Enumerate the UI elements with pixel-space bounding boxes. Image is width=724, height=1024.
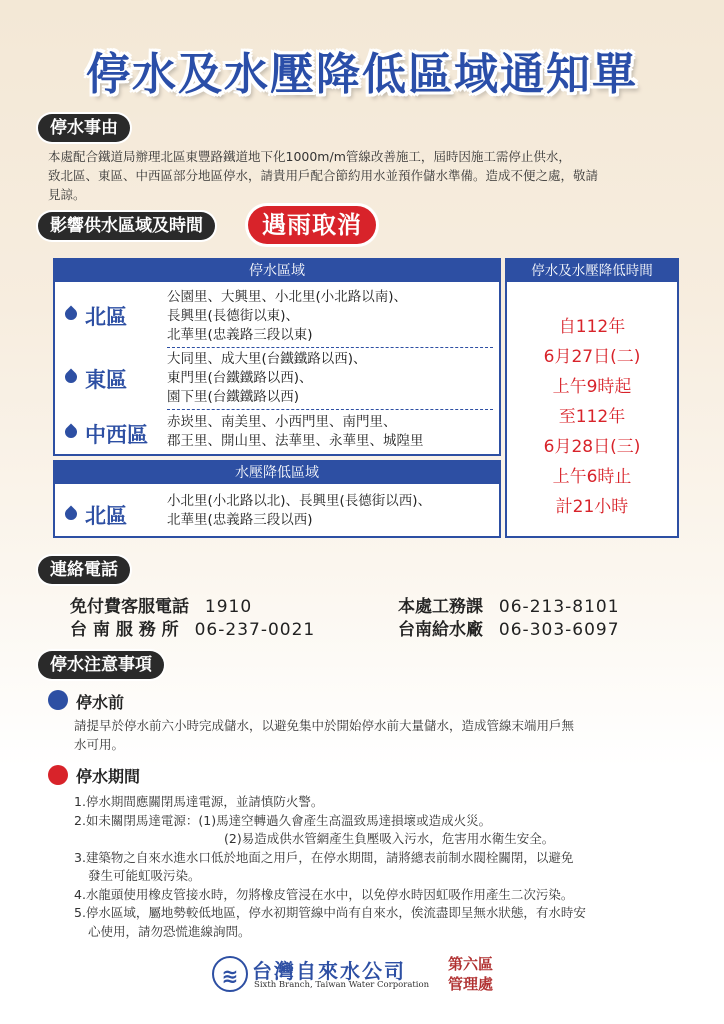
list-item: 發生可能虹吸污染。 [88, 868, 201, 883]
time-line: 6月27日(二) [543, 347, 641, 367]
street-line: 東門里(台鐵鐵路以西)、 [167, 370, 313, 386]
area-name: 北區 [85, 504, 127, 528]
pressure-area-header: 水壓降低區域 [55, 462, 499, 484]
outage-area-box [53, 258, 501, 456]
time-box [505, 258, 679, 538]
divider [167, 347, 493, 348]
page-title: 停水及水壓降低區域通知單 [86, 49, 638, 100]
time-line: 自112年 [558, 317, 626, 337]
contact-number[interactable]: 06-213-8101 [498, 597, 620, 617]
section-heading-notes: 停水注意事項 [38, 651, 164, 679]
contact-label: 免付費客服電話 [70, 597, 189, 617]
time-line: 上午6時止 [552, 467, 632, 487]
reason-line: 見諒。 [48, 187, 86, 202]
area-row-central-west [55, 411, 499, 453]
contact-number[interactable]: 1910 [204, 597, 253, 617]
time-header: 停水及水壓降低時間 [507, 260, 677, 282]
during-icon [48, 765, 68, 785]
list-item: 1.停水期間應關閉馬達電源，並請慎防火警。 [74, 794, 324, 809]
street-line: 公園里、大興里、小北里(小北路以南)、 [167, 289, 408, 305]
water-drop-icon [63, 306, 80, 323]
street-line: 園下里(台鐵鐵路以西) [167, 389, 300, 405]
street-line: 小北里(小北路以北)、長興里(長德街以西)、 [167, 493, 432, 509]
outage-area-header: 停水區域 [55, 260, 499, 282]
area-name: 中西區 [85, 423, 148, 447]
area-row-east [55, 349, 499, 409]
area-streets [167, 413, 424, 451]
before-title: 停水前 [76, 693, 125, 712]
contact-number[interactable]: 06-237-0021 [194, 620, 316, 640]
company-name: 台灣自來水公司 [252, 959, 406, 983]
area-streets [167, 492, 431, 530]
area-streets [167, 350, 367, 407]
area-row-north [55, 286, 499, 346]
time-line: 至112年 [558, 407, 626, 427]
during-list [74, 793, 699, 941]
water-drop-icon [63, 424, 80, 441]
area-name: 東區 [85, 368, 127, 392]
list-item: 4.水龍頭使用橡皮管接水時，勿將橡皮管浸在水中，以免停水時因虹吸作用產生二次污染。 [74, 886, 574, 902]
branch-name [448, 954, 493, 994]
list-item: 2.如未關閉馬達電源：(1)馬達空轉過久會產生高溫致馬達損壞或造成火災。 [74, 812, 492, 828]
contact-label: 台 南 服 務 所 [70, 620, 179, 640]
street-line: 北華里(忠義路三段以東) [167, 327, 313, 343]
street-line: 大同里、成大里(台鐵鐵路以西)、 [167, 351, 367, 367]
rain-cancel-badge: 遇雨取消 [248, 206, 376, 244]
divider [167, 409, 493, 410]
street-line: 長興里(長德街以東)、 [167, 308, 300, 324]
company-logo-icon: ≋ [212, 956, 248, 992]
text-line: 請提早於停水前六小時完成儲水，以避免集中於開始停水前大量儲水，造成管線末端用戶無 [74, 718, 575, 733]
street-line: 郡王里、開山里、法華里、永華里、城隍里 [167, 433, 424, 449]
water-drop-icon [63, 369, 80, 386]
during-title: 停水期間 [76, 767, 141, 786]
list-item: 3.建築物之自來水進水口低於地面之用戶，在停水期間，請將總表前制水閥栓關閉，以避免 [74, 849, 574, 865]
contact-entry [70, 615, 315, 640]
area-streets [167, 288, 407, 345]
company-name-en: Sixth Branch, Taiwan Water Corporation [254, 980, 430, 990]
water-drop-icon [63, 506, 80, 523]
section-heading-contact: 連絡電話 [38, 556, 130, 584]
branch-line: 管理處 [448, 975, 494, 993]
time-line: 計21小時 [555, 497, 629, 517]
contact-number[interactable]: 06-303-6097 [498, 620, 620, 640]
before-icon [48, 690, 68, 710]
contact-label: 本處工務課 [398, 597, 483, 617]
time-line: 上午9時起 [552, 377, 632, 397]
reason-text [48, 147, 698, 204]
contact-entry [70, 592, 252, 617]
time-list [507, 282, 677, 522]
contact-entry [398, 615, 620, 640]
pressure-area-box [53, 460, 501, 538]
list-item: (2)易造成供水管網產生負壓吸入污水，危害用水衛生安全。 [224, 831, 555, 846]
area-name: 北區 [85, 305, 127, 329]
branch-line: 第六區 [448, 955, 494, 973]
time-line: 6月28日(三) [543, 437, 641, 457]
reason-line: 致北區、東區、中西區部分地區停水，請貴用戶配合節約用水並預作儲水準備。造成不便之處，敬請 [48, 168, 599, 183]
list-item: 心使用，請勿恐慌進線詢問。 [88, 923, 251, 939]
section-heading-affected: 影響供水區域及時間 [38, 212, 215, 240]
text-line: 水可用。 [74, 736, 125, 752]
reason-line: 本處配合鐵道局辦理北區東豐路鐵道地下化1000m/m管線改善施工，屆時因施工需停止供水， [48, 149, 571, 164]
contact-entry [398, 592, 620, 617]
before-text [74, 717, 694, 754]
list-item: 5.停水區域，屬地勢較低地區，停水初期管線中尚有自來水，俟流盡即呈無水狀態，有水時安 [74, 905, 586, 920]
street-line: 赤崁里、南美里、小西門里、南門里、 [167, 414, 397, 430]
section-heading-reason: 停水事由 [38, 114, 130, 142]
street-line: 北華里(忠義路三段以西) [167, 512, 313, 528]
contact-label: 台南給水廠 [398, 620, 483, 640]
